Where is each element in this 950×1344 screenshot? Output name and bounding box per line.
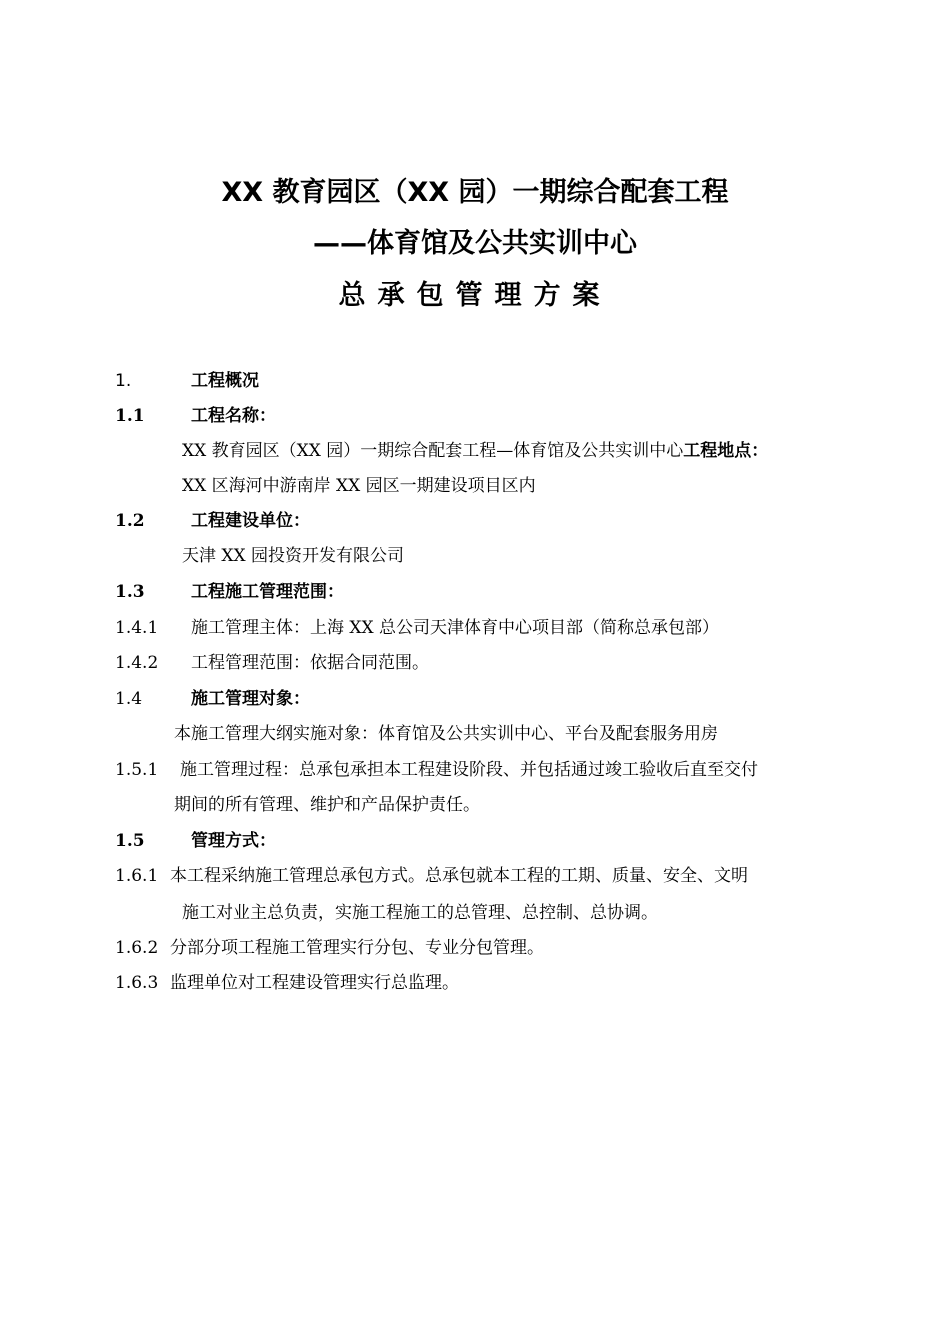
section-number: 1.1: [115, 406, 145, 426]
paragraph: 本施工管理大纲实施对象：体育馆及公共实训中心、平台及配套服务用房: [174, 724, 718, 744]
section-number: 1.4: [115, 689, 143, 709]
paragraph: 施工管理过程：总承包承担本工程建设阶段、并包括通过竣工验收后直至交付: [180, 760, 758, 780]
section-number: 1.2: [115, 511, 145, 531]
section-number: 1.6.2: [115, 938, 159, 958]
paragraph: 本工程采纳施工管理总承包方式。总承包就本工程的工期、质量、安全、文明: [170, 866, 748, 886]
document-heading: 总承包管理方案: [338, 280, 612, 311]
section-heading: 工程建设单位：: [191, 511, 310, 531]
paragraph: 分部分项工程施工管理实行分包、专业分包管理。: [170, 938, 544, 958]
paragraph: 监理单位对工程建设管理实行总监理。: [170, 973, 459, 993]
section-number: 1.6.3: [115, 973, 159, 993]
project-name: XX 教育园区（XX 园）一期综合配套工程—体育馆及公共实训中心: [182, 441, 684, 461]
section-heading: 工程施工管理范围：: [191, 582, 344, 602]
section-number: 1.3: [115, 582, 145, 602]
section-heading: 工程概况: [191, 371, 259, 391]
paragraph: 期间的所有管理、维护和产品保护责任。: [174, 795, 480, 815]
paragraph: 施工对业主总负责，实施工程施工的总管理、总控制、总协调。: [182, 903, 658, 923]
paragraph: 天津 XX 园投资开发有限公司: [182, 546, 405, 566]
paragraph: [182, 440, 768, 462]
section-heading: 管理方式：: [191, 831, 276, 851]
section-number: 1.4.1: [115, 618, 159, 638]
paragraph: 施工管理主体：上海 XX 总公司天津体育中心项目部（简称总承包部）: [191, 618, 720, 638]
section-number: 1.6.1: [115, 866, 159, 886]
paragraph: 工程管理范围：依据合同范围。: [191, 653, 429, 673]
section-number: 1.5: [115, 831, 145, 851]
document-title: XX 教育园区（XX 园）一期综合配套工程: [221, 177, 729, 208]
paragraph: XX 区海河中游南岸 XX 园区一期建设项目区内: [182, 476, 536, 496]
document-subtitle: ——体育馆及公共实训中心: [313, 228, 637, 259]
section-heading: 工程名称：: [191, 406, 276, 426]
site-label: 工程地点：: [683, 441, 769, 461]
section-number: 1.4.2: [115, 653, 159, 673]
section-number: 1.5.1: [115, 760, 159, 780]
section-heading: 施工管理对象：: [191, 689, 310, 709]
section-number: 1.: [115, 371, 132, 391]
